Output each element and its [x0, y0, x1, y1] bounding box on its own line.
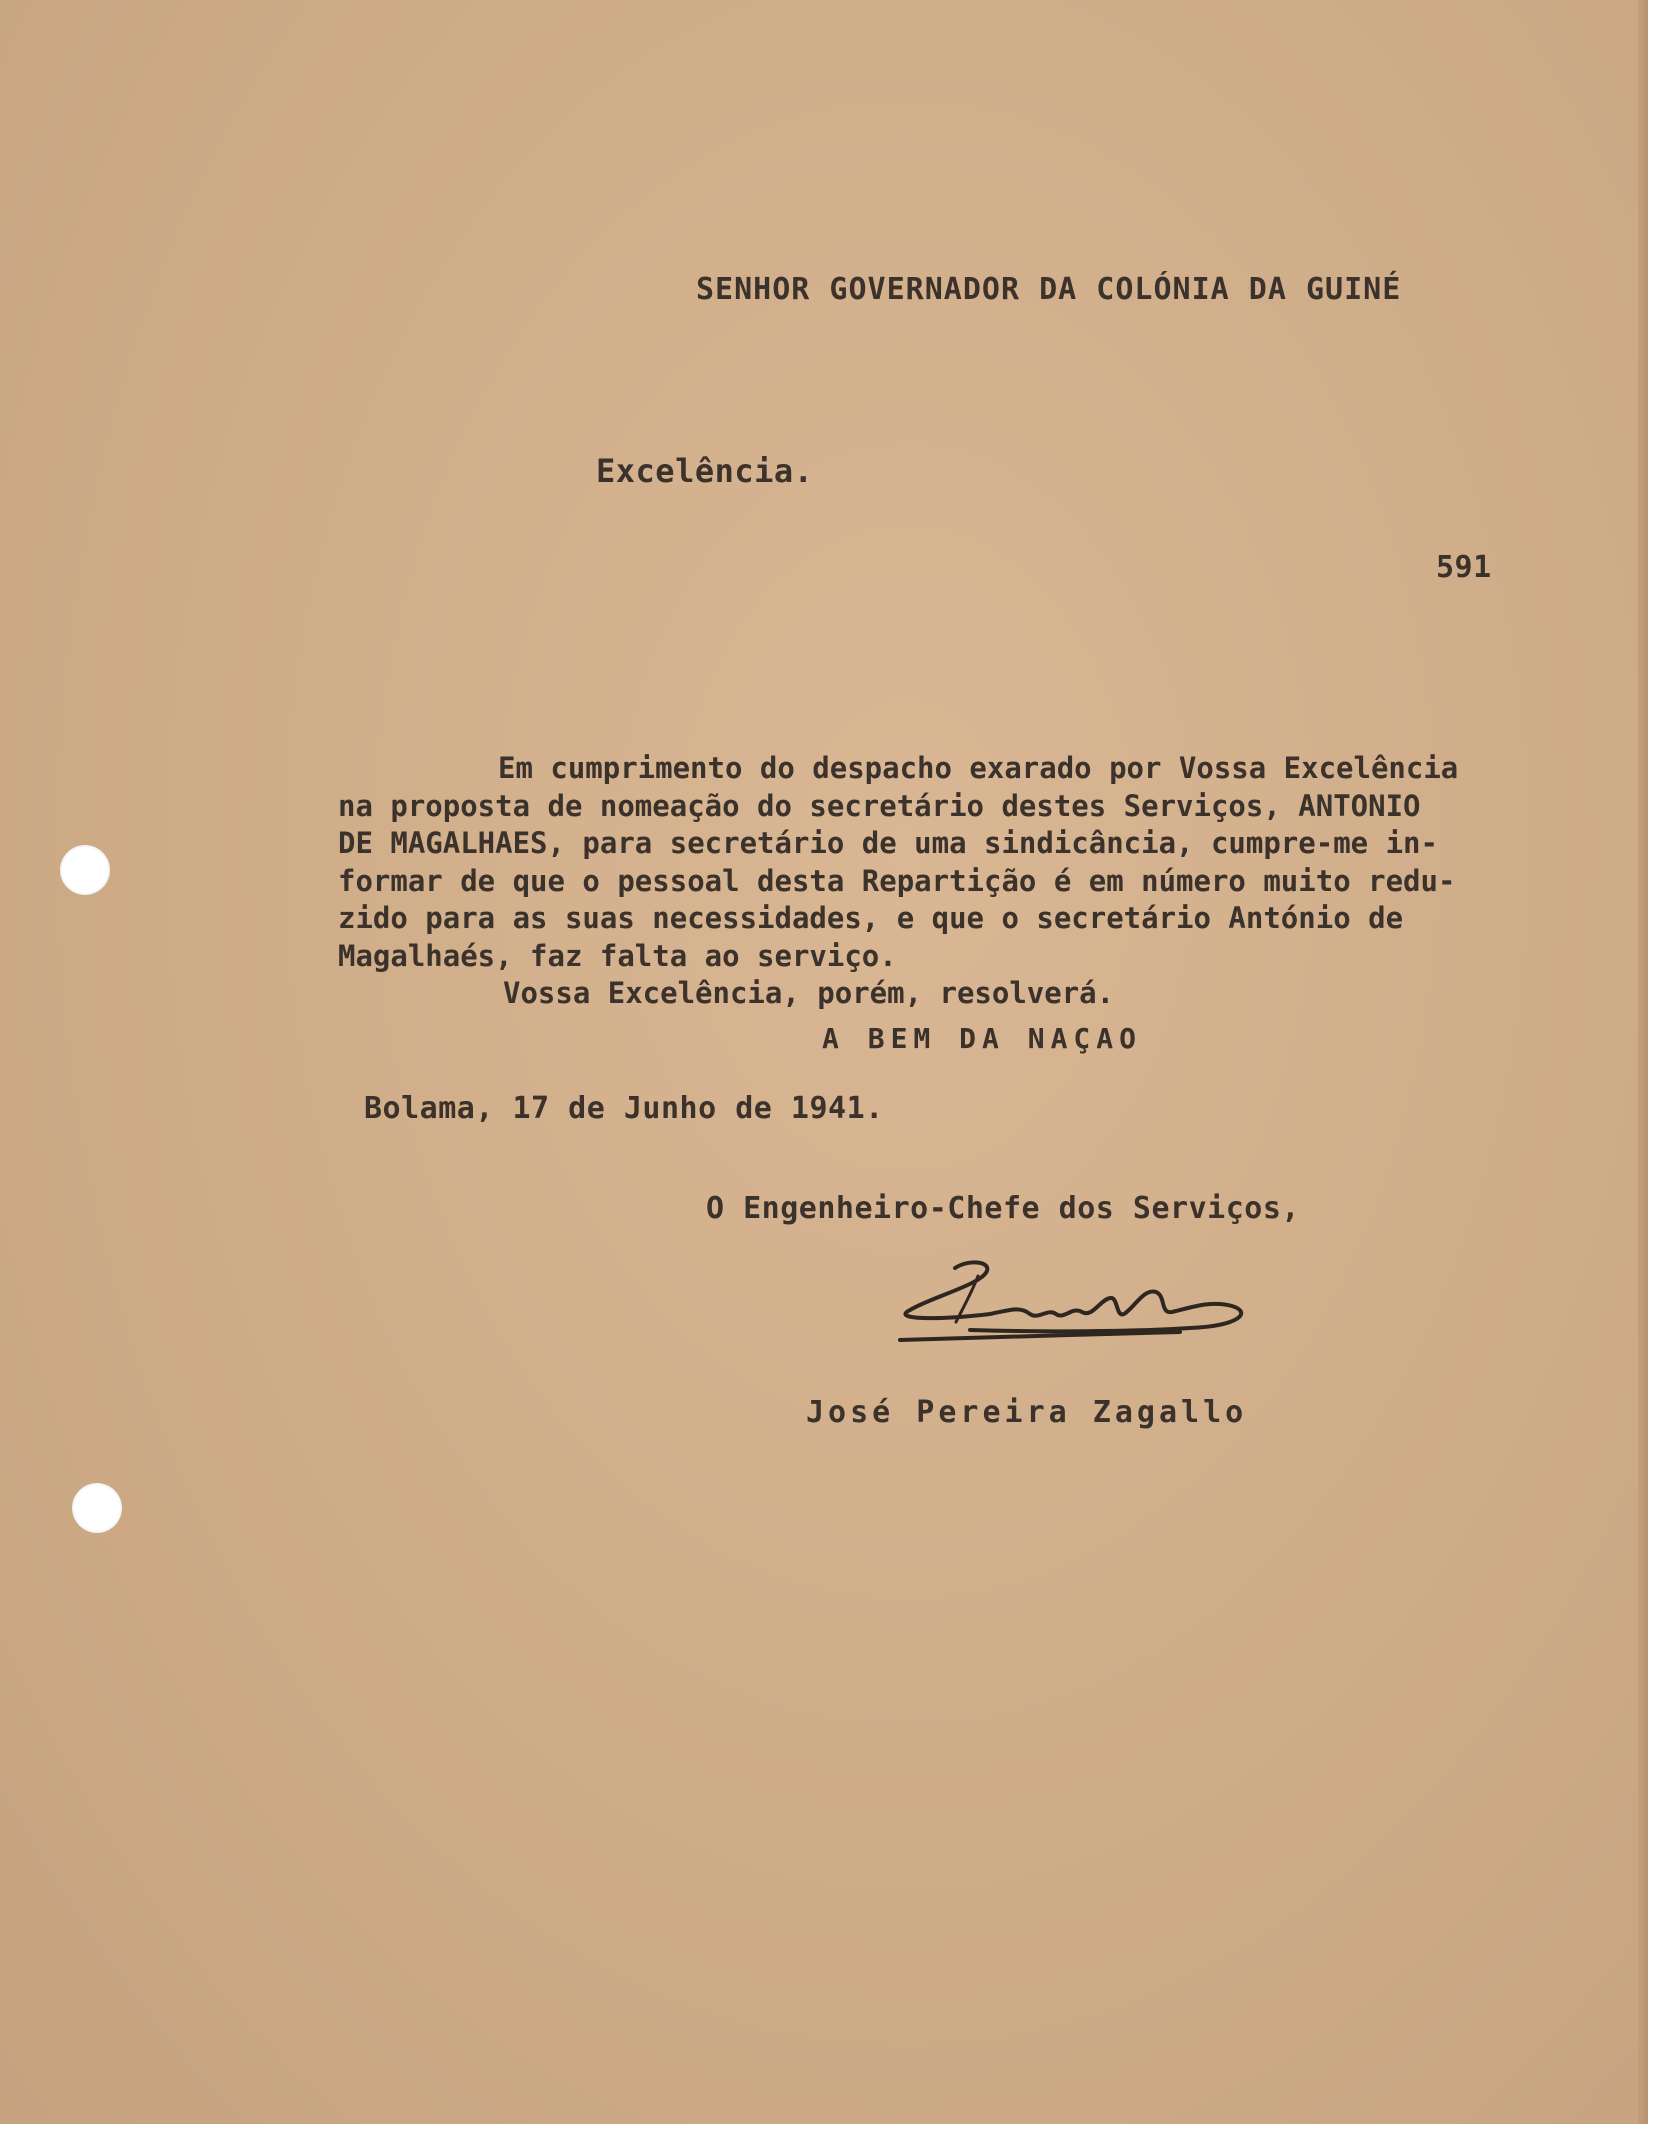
body-line: DE MAGALHAES, para secretário de uma sindicância, cumpre-me in- — [338, 826, 1438, 860]
letter-body — [338, 750, 1638, 1013]
page-edge — [1638, 0, 1648, 2124]
signer-role: O Engenheiro-Chefe dos Serviços, — [706, 1191, 1300, 1226]
body-line: zido para as suas necessidades, e que o secretário António de — [338, 901, 1404, 935]
closing-formula: A BEM DA NAÇAO — [822, 1022, 1143, 1055]
salutation: Excelência. — [596, 452, 814, 490]
body-line: Vossa Excelência, porém, resolverá. — [503, 976, 1115, 1010]
body-line: Magalhaés, faz falta ao serviço. — [338, 938, 897, 973]
body-line: Em cumprimento do despacho exarado por Vossa Excelência — [498, 751, 1459, 785]
punch-hole — [60, 845, 110, 895]
body-line: na proposta de nomeação do secretário destes Serviços, ANTONIO — [338, 788, 1421, 823]
punch-hole — [72, 1483, 122, 1533]
document-number: 591 — [1436, 550, 1492, 585]
addressee: SENHOR GOVERNADOR DA COLÓNIA DA GUINÉ — [696, 272, 1402, 307]
handwritten-signature — [860, 1248, 1270, 1358]
body-line: formar de que o pessoal desta Repartição é em número muito redu- — [338, 863, 1456, 898]
signer-name: José Pereira Zagallo — [806, 1395, 1248, 1430]
place-date: Bolama, 17 de Junho de 1941. — [364, 1091, 884, 1126]
